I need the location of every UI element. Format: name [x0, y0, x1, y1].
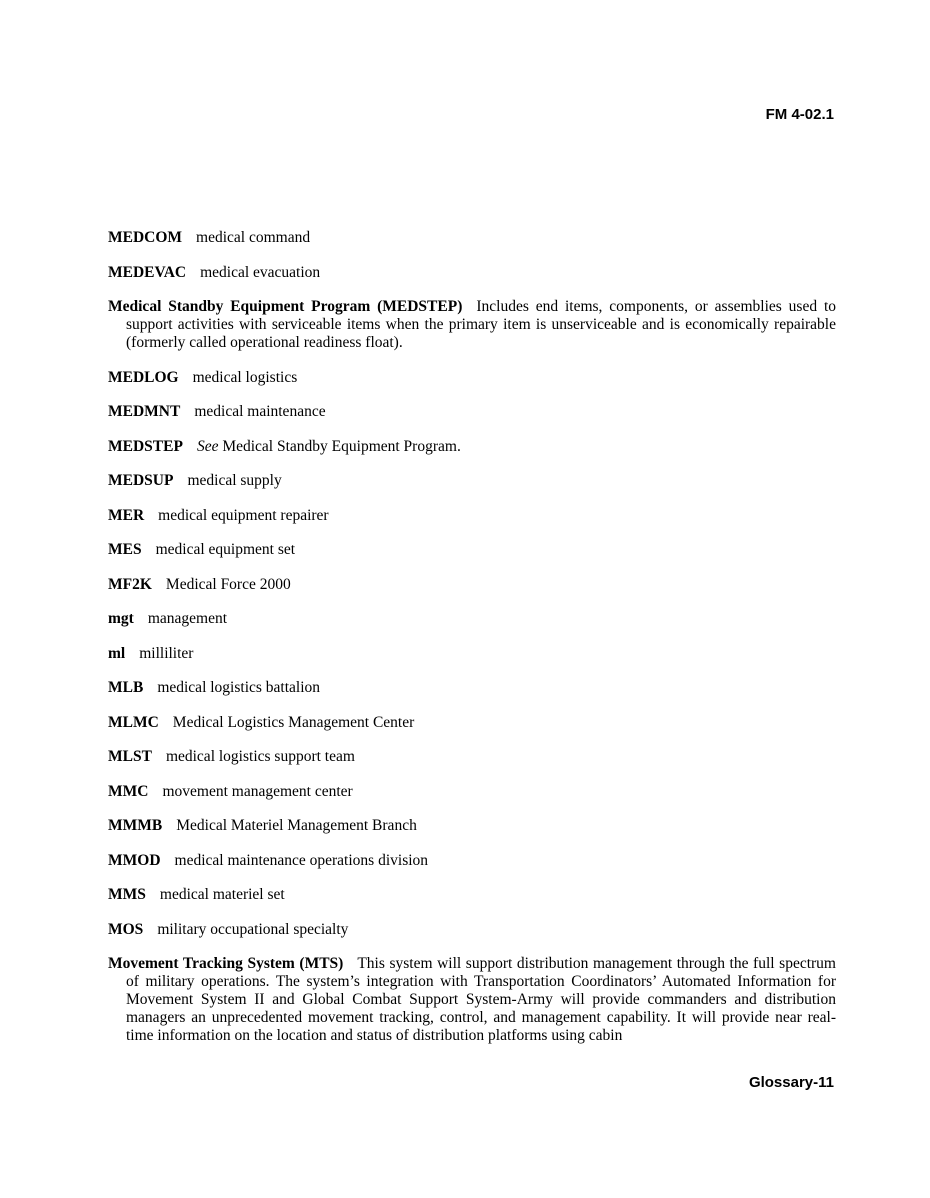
glossary-entry — [108, 921, 836, 939]
glossary-term: ml — [108, 644, 126, 662]
glossary-term: MMMB — [108, 817, 163, 834]
see-reference: See — [196, 437, 219, 455]
glossary-entry — [108, 714, 836, 732]
glossary-term: MLST — [108, 748, 152, 765]
glossary-term: Medical Standby Equipment Program (MEDSTEP) — [108, 298, 463, 315]
glossary-definition: medical maintenance operations division — [174, 851, 429, 869]
glossary-definition: medical equipment repairer — [158, 506, 329, 524]
glossary-entry — [108, 852, 836, 870]
glossary-term: MEDSTEP — [108, 437, 183, 455]
glossary-entry — [108, 817, 836, 835]
glossary-entry — [108, 541, 836, 559]
glossary-list — [108, 229, 836, 1062]
glossary-entry — [108, 472, 836, 490]
glossary-entry — [108, 679, 836, 697]
glossary-term: MMS — [108, 886, 146, 903]
glossary-definition: management — [147, 610, 228, 627]
glossary-definition: medical materiel set — [159, 886, 285, 903]
glossary-entry — [108, 576, 836, 594]
page-number: Glossary-11 — [748, 1074, 834, 1091]
glossary-term: MLMC — [108, 713, 159, 731]
glossary-term: mgt — [108, 610, 134, 627]
glossary-term: MEDEVAC — [108, 263, 187, 281]
glossary-entry — [108, 403, 836, 421]
glossary-entry — [108, 645, 836, 663]
glossary-definition: medical logistics support team — [165, 748, 355, 765]
glossary-definition: Medical Force 2000 — [165, 575, 291, 593]
glossary-definition: military occupational specialty — [157, 920, 349, 938]
glossary-entry — [108, 438, 836, 456]
glossary-definition: Medical Logistics Management Center — [172, 713, 415, 731]
glossary-term: MLB — [108, 679, 144, 696]
glossary-entry — [108, 783, 836, 801]
glossary-term: MMOD — [108, 851, 161, 869]
glossary-term: MEDSUP — [108, 472, 174, 489]
glossary-entry — [108, 748, 836, 766]
glossary-definition: movement management center — [162, 782, 353, 800]
glossary-entry — [108, 264, 836, 282]
glossary-definition: medical logistics — [192, 368, 298, 386]
glossary-entry — [108, 886, 836, 904]
glossary-term: MF2K — [108, 575, 152, 593]
glossary-entry — [108, 955, 836, 1045]
glossary-definition: This system will support distribution management through the full spectrum of military operations. The system’s integration with Transportation Coordinators’ Automated Information for Movement System II and Global Combat Support System-Army will provide commanders and distribution managers an unprecedented movement tracking, control, and management capability. It will provide near real-time information on the location and status of distribution platforms using cabin — [126, 955, 836, 1044]
glossary-definition: medical evacuation — [200, 263, 321, 281]
glossary-definition: milliliter — [139, 644, 194, 662]
glossary-entry — [108, 298, 836, 352]
glossary-term: MMC — [108, 782, 149, 800]
glossary-term: MEDMNT — [108, 403, 181, 420]
glossary-definition: medical command — [196, 229, 311, 246]
glossary-entry — [108, 507, 836, 525]
glossary-term: MOS — [108, 920, 144, 938]
glossary-entry — [108, 369, 836, 387]
glossary-term: MEDCOM — [108, 229, 183, 246]
glossary-entry — [108, 229, 836, 247]
glossary-term: MEDLOG — [108, 368, 179, 386]
document-id: FM 4-02.1 — [765, 106, 834, 123]
glossary-definition: Includes end items, components, or assemblies used to support activities with serviceable items when the primary item is unserviceable and is economically repairable (formerly called operational readiness float). — [126, 298, 836, 351]
glossary-entry — [108, 610, 836, 628]
glossary-definition: medical logistics battalion — [157, 679, 321, 696]
glossary-definition: medical equipment set — [155, 541, 296, 558]
glossary-definition: medical supply — [187, 472, 282, 489]
glossary-term: MER — [108, 506, 145, 524]
glossary-definition: Medical Standby Equipment Program. — [222, 437, 461, 455]
glossary-definition: medical maintenance — [194, 403, 326, 420]
glossary-definition: Medical Materiel Management Branch — [176, 817, 417, 834]
glossary-term: MES — [108, 541, 142, 558]
glossary-term: Movement Tracking System (MTS) — [108, 955, 344, 972]
